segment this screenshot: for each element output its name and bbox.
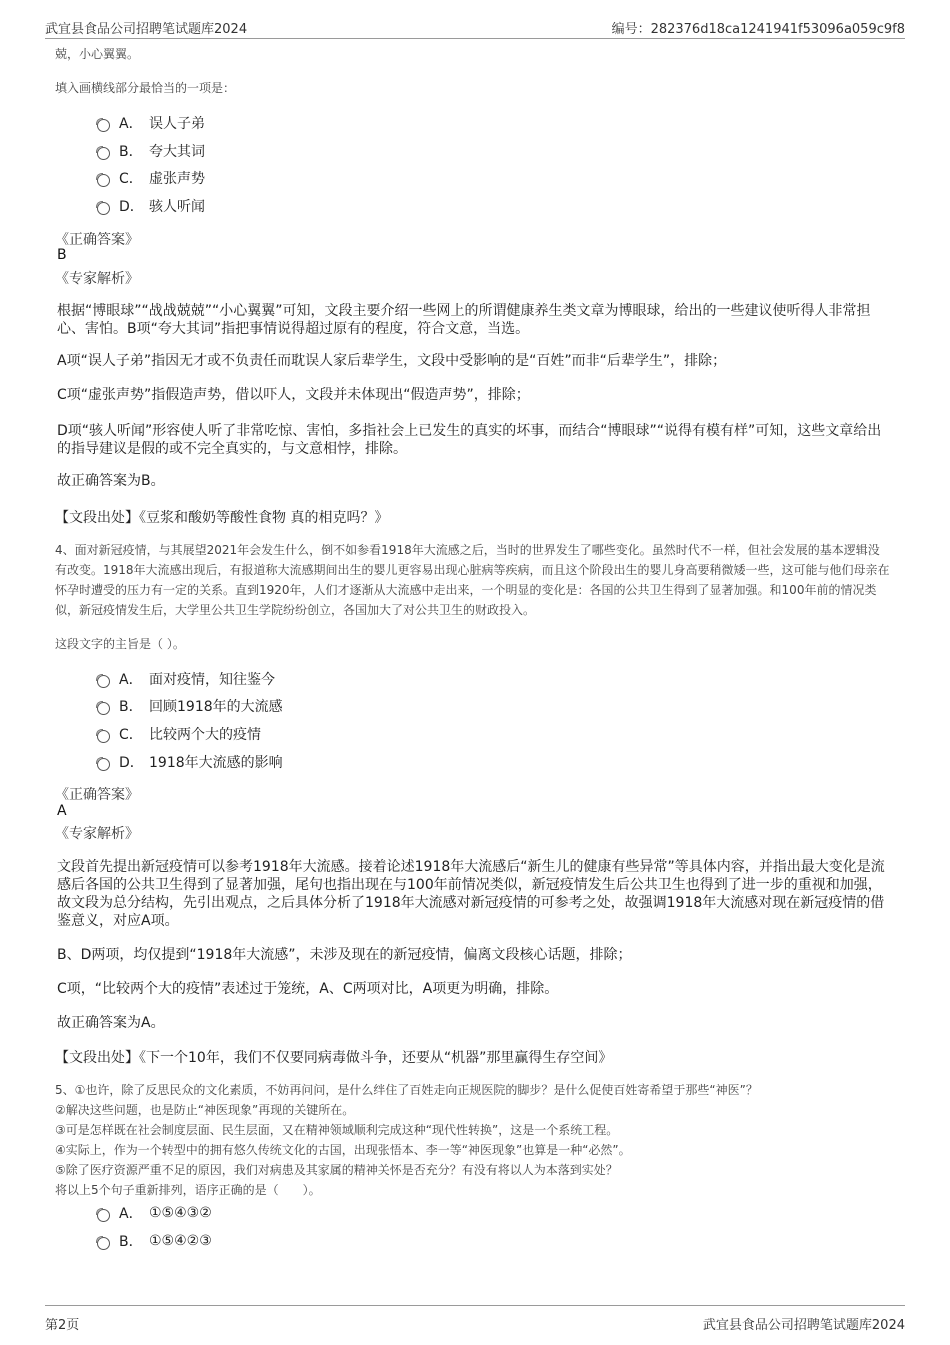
option-letter: B． bbox=[119, 1234, 143, 1250]
radio-icon[interactable] bbox=[97, 675, 110, 688]
option-text: 骇人听闻 bbox=[149, 199, 205, 215]
page-footer bbox=[45, 1305, 905, 1332]
option-text: ①⑤④③② bbox=[149, 1205, 212, 1221]
q4-answer: A bbox=[57, 803, 67, 819]
q3-analysis-2: A项“误人子弟”指因无才或不负责任而耽误人家后辈学生，文段中受影响的是“百姓”而非“后辈学生”，排除； bbox=[57, 353, 727, 369]
q4-analysis-3: C项，“比较两个大的疫情”表述过于笼统，A、C两项对比，A项更为明确，排除。 bbox=[57, 981, 559, 997]
option-letter: C． bbox=[119, 171, 143, 187]
q4-analysis-4: 故正确答案为A。 bbox=[57, 1015, 165, 1031]
option-letter: A． bbox=[119, 672, 143, 688]
q3-prompt: 填入画横线部分最恰当的一项是： bbox=[55, 81, 236, 95]
q5-prompt: 将以上5个句子重新排列，语序正确的是（ ）。 bbox=[55, 1183, 321, 1197]
radio-icon[interactable] bbox=[97, 119, 110, 132]
footer-title: 武宜县食品公司招聘笔试题库2024 bbox=[702, 1318, 905, 1333]
q3-source: 【文段出处】《豆浆和酸奶等酸性食物 真的相克吗？》 bbox=[55, 510, 389, 526]
q4-option-a[interactable] bbox=[97, 668, 275, 690]
q3-option-a[interactable] bbox=[97, 112, 205, 134]
q4-analysis-label: 《专家解析》 bbox=[55, 826, 139, 842]
option-letter: D． bbox=[119, 755, 144, 771]
option-letter: A． bbox=[119, 116, 143, 132]
q5-line-2: ②解决这些问题，也是防止“神医现象”再现的关键所在。 bbox=[55, 1103, 355, 1117]
q3-option-d[interactable] bbox=[97, 195, 205, 217]
q4-stem: 4、面对新冠疫情，与其展望2021年会发生什么，倒不如参看1918年大流感之后，当时的世界发生了哪些变化。虽然时代不一样，但社会发展的基本逻辑没有改变。1918年大流感出现后，有报道称大流感期间出生的婴儿更容易出现心脏病等疾病，而且这个阶段出生的婴儿身高要稍微矮一些，这可能与他们母亲在怀孕时遭受的压力有一定的关系。直到1920年，人们才逐渐从大流感中走出来，一个明显的变化是：各国的公共卫生得到了显著加强。和100年前的情况类似，新冠疫情发生后，大学里公共卫生学院纷纷创立，各国加大了对公共卫生的财政投入。 bbox=[55, 543, 890, 617]
option-text: 面对疫情，知往鉴今 bbox=[149, 672, 275, 688]
q3-stem-tail: 兢，小心翼翼。 bbox=[55, 47, 140, 61]
option-text: ①⑤④②③ bbox=[149, 1233, 212, 1249]
q5-option-a[interactable] bbox=[97, 1202, 212, 1224]
radio-icon[interactable] bbox=[97, 702, 110, 715]
q4-source: 【文段出处】《下一个10年，我们不仅要同病毒做斗争，还要从“机器”那里赢得生存空间》 bbox=[55, 1050, 613, 1066]
option-letter: B． bbox=[119, 699, 143, 715]
radio-icon[interactable] bbox=[97, 730, 110, 743]
radio-icon[interactable] bbox=[97, 202, 110, 215]
q4-analysis-1: 文段首先提出新冠疫情可以参考1918年大流感。接着论述1918年大流感后“新生儿的健康有些异常”等具体内容，并指出最大变化是流感后各国的公共卫生得到了显著加强，尾句也指出现在与100年前情况类似，新冠疫情发生后公共卫生也得到了进一步的重视和加强，故文段为总分结构，先引出观点，之后具体分析了1918年大流感对新冠疫情的可参考之处，故强调1918年大流感对现在新冠疫情的借鉴意义，对应A项。 bbox=[57, 859, 885, 929]
option-letter: C． bbox=[119, 727, 143, 743]
option-text: 比较两个大的疫情 bbox=[149, 727, 261, 743]
option-text: 虚张声势 bbox=[149, 171, 205, 187]
q4-prompt: 这段文字的主旨是（ ）。 bbox=[55, 637, 185, 651]
option-letter: B． bbox=[119, 144, 143, 160]
option-text: 夸大其词 bbox=[149, 144, 205, 160]
q3-analysis-5: 故正确答案为B。 bbox=[57, 473, 165, 489]
option-text: 误人子弟 bbox=[149, 116, 205, 132]
q3-answer-label: 《正确答案》 bbox=[55, 232, 139, 248]
radio-icon[interactable] bbox=[97, 1237, 110, 1250]
q4-answer-label: 《正确答案》 bbox=[55, 787, 139, 803]
q5-line-4: ④实际上，作为一个转型中的拥有悠久传统文化的古国，出现张悟本、李一等“神医现象”也算是一种“必然”。 bbox=[55, 1143, 631, 1157]
q4-analysis-2: B、D两项，均仅提到“1918年大流感”，未涉及现在的新冠疫情，偏离文段核心话题，排除； bbox=[57, 947, 632, 963]
page-header bbox=[45, 12, 905, 39]
radio-icon[interactable] bbox=[97, 758, 110, 771]
q3-analysis-4: D项“骇人听闻”形容使人听了非常吃惊、害怕，多指社会上已发生的真实的坏事，而结合“博眼球”“说得有模有样”可知，这些文章给出的指导建议是假的或不完全真实的，与文意相悖，排除。 bbox=[57, 423, 882, 457]
q4-option-b[interactable] bbox=[97, 695, 283, 717]
q3-option-b[interactable] bbox=[97, 140, 205, 162]
radio-icon[interactable] bbox=[97, 174, 110, 187]
q5-option-b[interactable] bbox=[97, 1230, 212, 1252]
q3-analysis-label: 《专家解析》 bbox=[55, 271, 139, 287]
q3-answer: B bbox=[57, 247, 67, 263]
q5-line-1: 5、①也许，除了反思民众的文化素质，不妨再问问，是什么绊住了百姓走向正规医院的脚步？是什么促使百姓寄希望于那些“神医”？ bbox=[55, 1083, 758, 1097]
header-code: 编号：282376d18ca1241941f53096a059c9f8 bbox=[611, 22, 905, 37]
option-letter: D． bbox=[119, 199, 144, 215]
q5-line-5: ⑤除了医疗资源严重不足的原因，我们对病患及其家属的精神关怀是否充分？有没有将以人为本落到实处？ bbox=[55, 1163, 618, 1177]
q4-option-d[interactable] bbox=[97, 751, 283, 773]
option-letter: A． bbox=[119, 1206, 143, 1222]
radio-icon[interactable] bbox=[97, 1209, 110, 1222]
q3-analysis-3: C项“虚张声势”指假造声势，借以吓人，文段并未体现出“假造声势”，排除； bbox=[57, 387, 530, 403]
option-text: 1918年大流感的影响 bbox=[149, 755, 283, 771]
q4-option-c[interactable] bbox=[97, 723, 261, 745]
option-text: 回顾1918年的大流感 bbox=[149, 699, 283, 715]
footer-page-number: 第2页 bbox=[45, 1318, 80, 1333]
q3-analysis-1: 根据“博眼球”“战战兢兢”“小心翼翼”可知，文段主要介绍一些网上的所谓健康养生类文章为博眼球，给出的一些建议使听得人非常担心、害怕。B项“夸大其词”指把事情说得超过原有的程度，符合文意，当选。 bbox=[57, 303, 871, 337]
q3-option-c[interactable] bbox=[97, 167, 205, 189]
radio-icon[interactable] bbox=[97, 147, 110, 160]
header-title: 武宜县食品公司招聘笔试题库2024 bbox=[45, 22, 248, 37]
q5-line-3: ③可是怎样既在社会制度层面、民生层面，又在精神领域顺利完成这种“现代性转换”，这是一个系统工程。 bbox=[55, 1123, 619, 1137]
